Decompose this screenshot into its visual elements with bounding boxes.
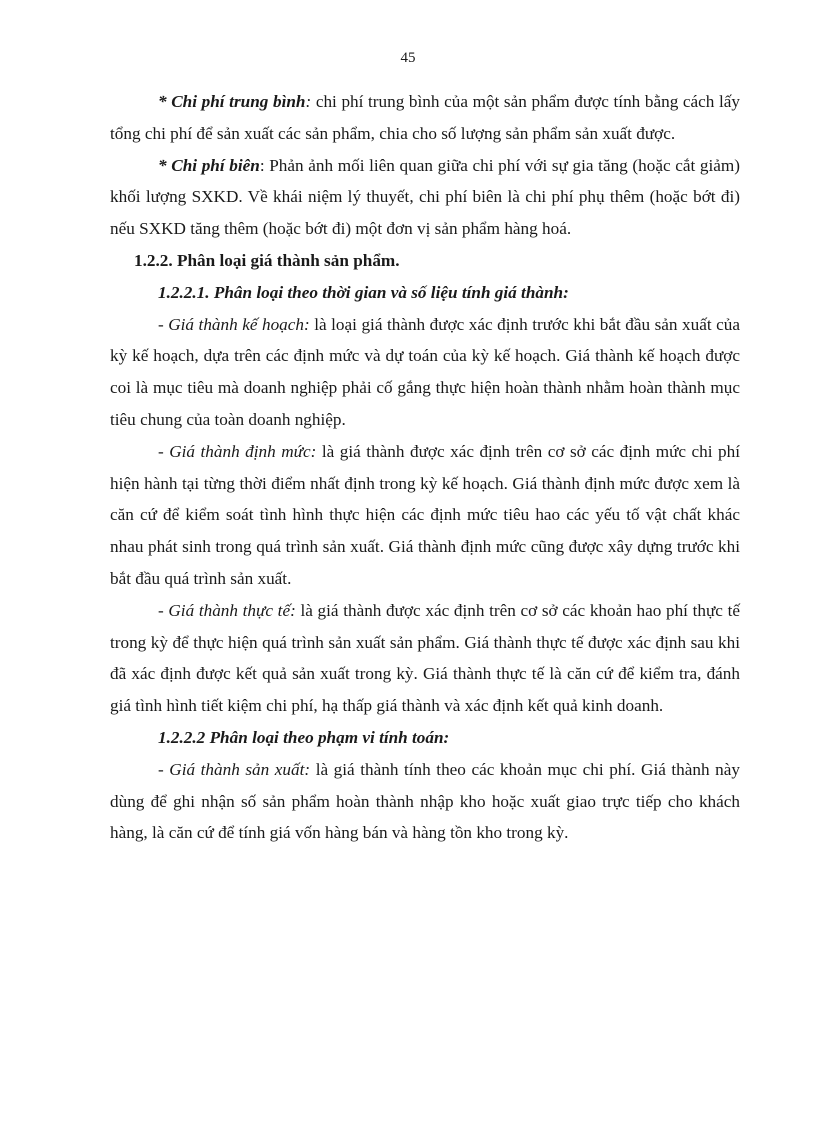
bullet-prefix: *: [158, 155, 172, 175]
paragraph-production-cost: [110, 754, 740, 849]
term-separator: :: [259, 155, 265, 175]
section-heading-1-2-2: 1.2.2. Phân loại giá thành sản phẩm.: [134, 250, 400, 270]
paragraph-marginal-cost: [110, 150, 740, 245]
paragraph-standard-cost: [110, 436, 740, 595]
term-planned-cost: - Giá thành kế hoạch:: [158, 314, 310, 334]
paragraph-text: là giá thành tính theo các khoản mục chi phí. Giá thành này dùng để ghi nhận số sản phẩm hoàn thành nhập kho hoặc xuất giao trực tiếp cho khách hàng, là căn cứ để tính giá vốn hàng bán và hàng tồn kho trong kỳ.: [110, 759, 740, 843]
term-average-cost: Chi phí trung bình: [171, 92, 306, 111]
term-standard-cost: - Giá thành định mức:: [158, 441, 317, 461]
term-marginal-cost: Chi phí biên: [171, 155, 260, 175]
paragraph-text: là giá thành được xác định trên cơ sở các định mức chi phí hiện hành tại từng thời điểm nhất định trong kỳ kế hoạch. Giá thành định mức được xem là căn cứ để kiểm soát tình hình thực hiện các định mức tiêu hao các yếu tố vật chất khác nhau phát sinh trong quá trình sản xuất. Giá thành định mức cũng được xây dựng trước khi bắt đầu quá trình sản xuất.: [110, 441, 740, 588]
document-body: [110, 86, 740, 849]
paragraph-actual-cost: [110, 595, 740, 722]
section-heading-1-2-2-2: 1.2.2.2 Phân loại theo phạm vi tính toán:: [158, 727, 450, 747]
paragraph-text: là loại giá thành được xác định trước khi bắt đầu sản xuất của kỳ kế hoạch, dựa trên các định mức và dự toán của kỳ kế hoạch. Giá thành kế hoạch được coi là mục tiêu mà doanh nghiệp phải cố gắng thực hiện hoàn thành nhằm hoàn thành mục tiêu chung của toàn doanh nghiệp.: [110, 314, 741, 429]
page-number: 45: [400, 50, 416, 66]
paragraph-planned-cost: [110, 309, 740, 436]
term-separator: :: [305, 92, 312, 111]
paragraph-text: chi phí trung bình của một sản phẩm được tính bằng cách lấy tổng chi phí để sản xuất các sản phẩm, chia cho số lượng sản phẩm sản xuất được.: [110, 92, 741, 143]
term-actual-cost: - Giá thành thực tế:: [158, 600, 296, 620]
paragraph-text: là giá thành được xác định trên cơ sở các khoản hao phí thực tế trong kỳ để thực hiện quá trình sản xuất sản phẩm. Giá thành thực tế được xác định sau khi đã xác định được kết quả sản xuất trong kỳ. Giá thành thực tế là căn cứ để kiểm tra, đánh giá tình hình tiết kiệm chi phí, hạ thấp giá thành và xác định kết quả kinh doanh.: [110, 600, 740, 716]
bullet-prefix: *: [158, 92, 172, 111]
paragraph-average-cost: [110, 86, 740, 150]
paragraph-text: Phản ảnh mối liên quan giữa chi phí với sự gia tăng (hoặc cắt giảm) khối lượng SXKD. Về khái niệm lý thuyết, chi phí biên là chi phí phụ thêm (hoặc bớt đi) nếu SXKD tăng thêm (hoặc bớt đi) một đơn vị sản phẩm hàng hoá.: [110, 155, 740, 239]
section-heading-1-2-2-1: 1.2.2.1. Phân loại theo thời gian và số liệu tính giá thành:: [158, 282, 569, 302]
term-production-cost: - Giá thành sản xuất:: [158, 759, 311, 779]
